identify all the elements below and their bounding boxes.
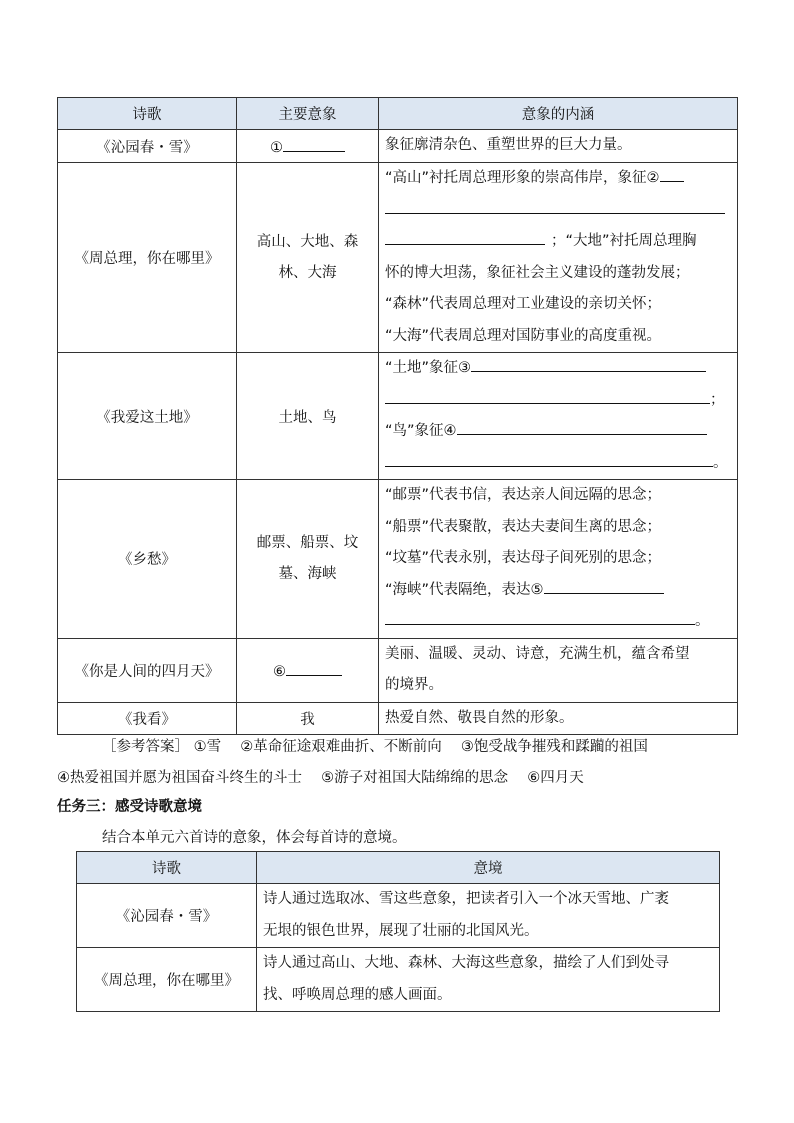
meaning-line: “大海”代表周总理对国防事业的高度重视。: [385, 327, 662, 344]
header-meaning: 意象的内涵: [379, 98, 738, 130]
answer-blank: [385, 609, 695, 625]
meaning-line: “船票”代表聚散，表达夫妻间生离的思念；: [385, 518, 662, 535]
table-row: [58, 702, 738, 735]
answer-line: ［参考答案］ ①雪 ②革命征途艰难曲折、不断前向 ③饱受战争摧残和蹂躏的祖国: [102, 739, 648, 755]
image-cell: [237, 130, 379, 163]
meaning-line: ；“大地”衬托周总理胸: [551, 233, 697, 249]
meaning-line: “土地”象征③: [385, 360, 472, 376]
meaning-cell: 象征廓清杂色、重塑世界的巨大力量。: [379, 130, 738, 163]
table-row: [58, 163, 738, 353]
poem-cell: 《我爱这土地》: [58, 353, 237, 480]
answer-blank: [385, 229, 545, 245]
meaning-line: 。: [695, 613, 710, 629]
mood-line: 无垠的银色世界，展现了壮丽的北国风光。: [263, 922, 539, 939]
header-image: 主要意象: [237, 98, 379, 130]
answer-blank: [457, 419, 707, 435]
meaning-line: “坟墓”代表永别，表达母子间死别的思念；: [385, 550, 662, 566]
image-cell: 我: [237, 702, 379, 735]
table-row: [58, 638, 738, 702]
poem-cell: 《你是人间的四月天》: [58, 638, 237, 702]
poem-cell: 《乡愁》: [58, 480, 237, 639]
mood-line: 找、呼唤周总理的感人画面。: [263, 986, 452, 1003]
answer-blank: [286, 660, 342, 676]
meaning-cell: 热爱自然、敬畏自然的形象。: [379, 702, 738, 735]
mood-table: [76, 851, 720, 1012]
meaning-line: “海峡”代表隔绝，表达⑤: [385, 581, 544, 598]
poem-cell: 《周总理，你在哪里》: [58, 163, 237, 353]
image-cell: 邮票、船票、坟墓、海峡: [237, 480, 379, 639]
meaning-cell: [379, 480, 738, 639]
mood-line: 诗人通过选取冰、雪这些意象，把读者引入一个冰天雪地、广袤: [263, 891, 669, 907]
blank-label: ⑥: [273, 664, 286, 680]
meaning-line: 。: [713, 454, 728, 471]
answer-blank: [660, 166, 684, 182]
answer-blank: [471, 356, 706, 372]
image-cell: 高山、大地、森林、大海: [237, 163, 379, 353]
poem-cell: 《沁园春・雪》: [58, 130, 237, 163]
table-row: [77, 884, 720, 948]
meaning-line: 美丽、温暖、灵动、诗意，充满生机，蕴含希望: [385, 645, 690, 662]
table-header-row: [77, 852, 720, 884]
table-row: [77, 948, 720, 1012]
table-header-row: [58, 98, 738, 130]
poem-cell: 《我看》: [58, 702, 237, 735]
meaning-cell: [379, 353, 738, 480]
meaning-cell: [379, 163, 738, 353]
table-row: [58, 480, 738, 639]
mood-line: 诗人通过高山、大地、森林、大海这些意象，描绘了人们到处寻: [263, 955, 669, 971]
answer-blank: [385, 388, 710, 404]
reference-answers: [57, 732, 747, 794]
image-cell: [237, 638, 379, 702]
answer-blank: [385, 198, 725, 214]
poem-cell: 《周总理，你在哪里》: [77, 948, 257, 1012]
table-row: [58, 130, 738, 163]
answer-blank: [385, 451, 713, 467]
meaning-line: “森林”代表周总理对工业建设的亲切关怀；: [385, 296, 662, 312]
image-cell: 土地、鸟: [237, 353, 379, 480]
header-poem: 诗歌: [77, 852, 257, 884]
task-title: 任务三：感受诗歌意境: [57, 799, 202, 815]
imagery-table: [57, 97, 738, 735]
meaning-line: “鸟”象征④: [385, 423, 457, 439]
task-intro: 结合本单元六首诗的意象，体会每首诗的意境。: [102, 830, 407, 846]
mood-cell: [257, 884, 720, 948]
blank-label: ①: [270, 140, 283, 156]
mood-cell: [257, 948, 720, 1012]
poem-cell: 《沁园春・雪》: [77, 884, 257, 948]
answer-line: ④热爱祖国并愿为祖国奋斗终生的斗士 ⑤游子对祖国大陆绵绵的思念 ⑥四月天: [57, 770, 584, 786]
meaning-line: “高山”衬托周总理形象的崇高伟岸，象征②: [385, 170, 660, 186]
answer-blank: [544, 578, 664, 594]
meaning-line: “邮票”代表书信，表达亲人间远隔的思念；: [385, 487, 662, 503]
table-row: [58, 353, 738, 480]
answer-blank: [283, 136, 345, 152]
meaning-line: 怀的博大坦荡，象征社会主义建设的蓬勃发展；: [385, 264, 690, 281]
meaning-cell: [379, 638, 738, 702]
meaning-line: 的境界。: [385, 677, 443, 693]
meaning-line: ；: [710, 391, 725, 408]
header-mood: 意境: [257, 852, 720, 884]
header-poem: 诗歌: [58, 98, 237, 130]
